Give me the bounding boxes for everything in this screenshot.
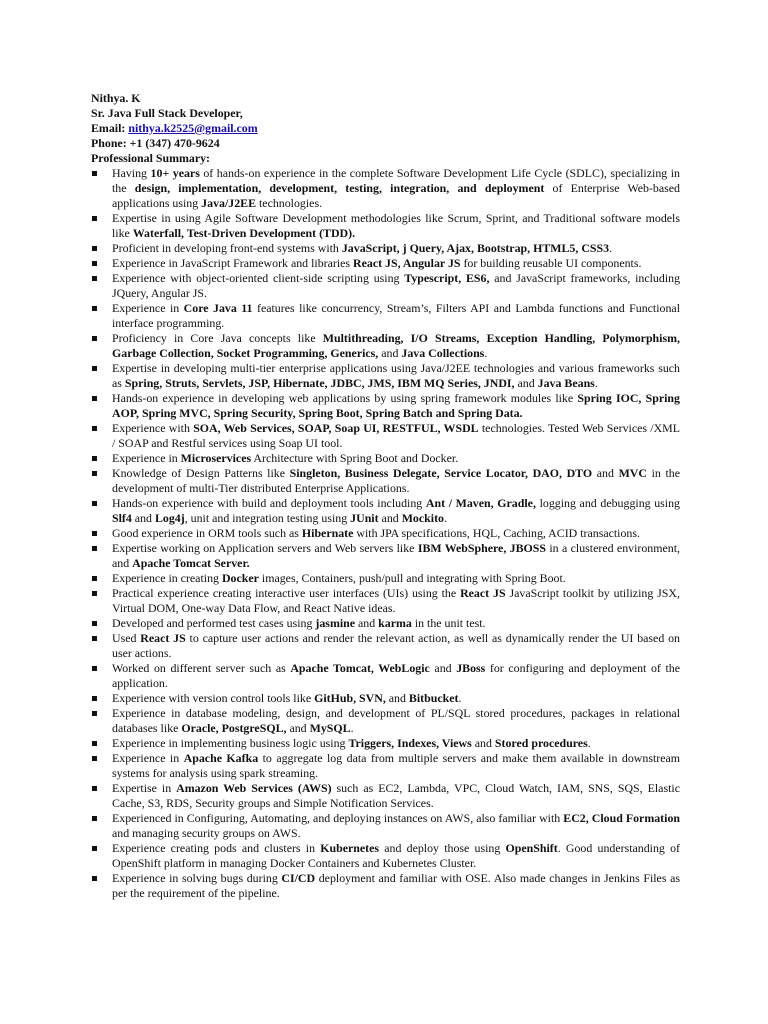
bold-text: Oracle, PostgreSQL, <box>181 721 287 735</box>
summary-bullet <box>91 421 680 451</box>
text-segment: Knowledge of Design Patterns like <box>112 466 290 480</box>
bold-text: jasmine <box>315 616 356 630</box>
summary-bullet <box>91 706 680 736</box>
email-label: Email: <box>91 121 126 135</box>
text-segment: Worked on different server such as <box>112 661 291 675</box>
text-segment: Having <box>112 166 151 180</box>
bold-text: React JS, Angular JS <box>353 256 461 270</box>
summary-bullet <box>91 166 680 211</box>
text-segment: Experience creating pods and clusters in <box>112 841 321 855</box>
summary-bullet <box>91 736 680 751</box>
bold-text: Singleton, Business Delegate, Service Locator, DAO, DTO <box>289 466 593 480</box>
text-segment: and deploy those using <box>379 841 506 855</box>
text-segment: such as EC2, Lambda, VPC, Cloud Watch, IAM, SNS, SQS, Elastic Cache, S3, RDS, Security groups and Simple Notification Services. <box>112 781 680 810</box>
text-segment: and <box>355 616 379 630</box>
summary-bullet <box>91 391 680 421</box>
text-segment: and <box>471 736 495 750</box>
candidate-name: Nithya. K <box>91 91 141 105</box>
text-segment: , unit and integration testing using <box>184 511 351 525</box>
bold-text: Kubernetes <box>320 841 380 855</box>
summary-bullet <box>91 496 680 526</box>
summary-bullet <box>91 541 680 571</box>
bold-text: Docker <box>221 571 259 585</box>
text-segment: Good experience in ORM tools such as <box>112 526 302 540</box>
bold-text: Microservices <box>180 451 252 465</box>
bold-text: EC2, Cloud Formation <box>563 811 680 825</box>
text-segment: . Good understanding of OpenShift platform in managing Docker Containers and Kubernetes Cluster. <box>112 841 680 870</box>
text-segment: in a clustered environment, and <box>112 541 680 570</box>
bold-text: React JS <box>140 631 186 645</box>
summary-bullet <box>91 571 680 586</box>
bold-text: Java/J2EE <box>201 196 257 210</box>
phone-line: Phone: +1 (347) 470-9624 <box>91 136 220 150</box>
text-segment: Experience in implementing business logic using <box>112 736 349 750</box>
text-segment: Experience with object-oriented client-side scripting using <box>112 271 405 285</box>
bold-text: Amazon Web Services (AWS) <box>176 781 332 795</box>
text-segment: . <box>350 721 354 735</box>
summary-bullet <box>91 301 680 331</box>
text-segment: and <box>378 511 402 525</box>
text-segment: Hands-on experience in developing web applications by using spring framework modules like <box>112 391 578 405</box>
bold-text: Typescript, ES6, <box>404 271 490 285</box>
text-segment: Experience with version control tools like <box>112 691 315 705</box>
bold-text: Java Collections <box>401 346 485 360</box>
text-segment: of Enterprise Web-based applications using <box>112 181 680 210</box>
bold-text: Slf4 <box>112 511 132 525</box>
text-segment: Experience with <box>112 421 194 435</box>
bold-text: Apache Kafka <box>183 751 259 765</box>
text-segment: Expertise working on Application servers and Web servers like <box>112 541 418 555</box>
text-segment: and <box>385 691 409 705</box>
summary-bullet <box>91 331 680 361</box>
bold-text: SOA, Web Services, SOAP, Soap UI, RESTFUL, WSDL <box>193 421 479 435</box>
text-segment: Practical experience creating interactive user interfaces (UIs) using the <box>112 586 461 600</box>
bold-text: MVC <box>618 466 647 480</box>
summary-bullet <box>91 586 680 616</box>
text-segment: features like concurrency, Stream’s, Filters API and Lambda functions and Functional interface programming. <box>112 301 681 330</box>
bold-text: JUnit <box>350 511 379 525</box>
text-segment: Developed and performed test cases using <box>112 616 316 630</box>
text-segment: Experience in <box>112 751 184 765</box>
text-segment: Experience in database modeling, design, and development of PL/SQL stored procedures, packages in relational databases like <box>112 706 680 735</box>
bold-text: GitHub, SVN, <box>314 691 386 705</box>
text-segment: with JPA specifications, HQL, Caching, ACID transactions. <box>353 526 640 540</box>
text-segment: in the unit test. <box>411 616 486 630</box>
text-segment: Experienced in Configuring, Automating, and deploying instances on AWS, also familiar with <box>112 811 564 825</box>
text-segment: for configuring and deployment of the application. <box>112 661 680 690</box>
text-segment: in the development of multi-Tier distributed Enterprise Applications. <box>112 466 680 495</box>
bold-text: React JS <box>460 586 506 600</box>
bold-text: IBM WebSphere, JBOSS <box>417 541 547 555</box>
text-segment: Experience in JavaScript Framework and libraries <box>112 256 354 270</box>
text-segment: . <box>609 241 613 255</box>
text-segment: technologies. Tested Web Services /XML / SOAP and Restful services using Soap UI tool. <box>112 421 681 450</box>
summary-bullet <box>91 691 680 706</box>
text-segment: and JavaScript frameworks, including JQuery, Angular JS. <box>112 271 681 300</box>
text-segment: . <box>458 691 462 705</box>
text-segment: and <box>592 466 619 480</box>
bold-text: MySQL <box>309 721 351 735</box>
bold-text: CI/CD <box>281 871 316 885</box>
bold-text: Java Beans <box>537 376 595 390</box>
text-segment: and managing security groups on AWS. <box>112 826 301 840</box>
summary-bullet <box>91 241 680 256</box>
text-segment: JavaScript toolkit by utilizing JSX, Virtual DOM, One-way Data Flow, and React Native ideas. <box>112 586 680 615</box>
summary-bullet <box>91 211 680 241</box>
candidate-role: Sr. Java Full Stack Developer, <box>91 106 243 120</box>
bold-text: Spring, Struts, Servlets, JSP, Hibernate, JDBC, JMS, IBM MQ Series, JNDI, <box>124 376 515 390</box>
summary-list <box>91 166 680 901</box>
bold-text: karma <box>378 616 412 630</box>
text-segment: Used <box>112 631 141 645</box>
bold-text: Apache Tomcat, WebLogic <box>290 661 430 675</box>
bold-text: Triggers, Indexes, Views <box>348 736 472 750</box>
text-segment: and <box>378 346 402 360</box>
summary-bullet <box>91 271 680 301</box>
bold-text: Ant / Maven, Gradle, <box>425 496 536 510</box>
bold-text: Multithreading, I/O Streams, Exception Handling, Polymorphism, Garbage Collection, Socket Programming, Generics, <box>112 331 680 360</box>
text-segment: Proficient in developing front-end systems with <box>112 241 342 255</box>
text-segment: for building reusable UI components. <box>460 256 642 270</box>
text-segment: and <box>429 661 457 675</box>
bold-text: Apache Tomcat Server. <box>132 556 250 570</box>
text-segment: of hands-on experience in the complete Software Development Life Cycle (SDLC), specializing in the <box>112 166 680 195</box>
text-segment: images, Containers, push/pull and integrating with Spring Boot. <box>258 571 566 585</box>
text-segment: deployment and familiar with OSE. Also made changes in Jenkins Files as per the requirement of the pipeline. <box>112 871 680 900</box>
summary-bullet <box>91 781 680 811</box>
bold-text: OpenShift <box>505 841 558 855</box>
text-segment: and <box>286 721 310 735</box>
text-segment: Expertise in developing multi-tier enterprise applications using Java/J2EE technologies and various frameworks such as <box>112 361 680 390</box>
bold-text: Stored procedures <box>494 736 588 750</box>
bold-text: JBoss <box>456 661 486 675</box>
summary-bullet <box>91 466 680 496</box>
text-segment: technologies. <box>256 196 323 210</box>
bold-text: Spring IOC, Spring AOP, Spring MVC, Spring Security, Spring Boot, Spring Batch and Spring Data. <box>112 391 680 420</box>
text-segment: to capture user actions and render the relevant action, as well as dynamically render the UI based on user actions. <box>112 631 680 660</box>
summary-bullet <box>91 256 680 271</box>
text-segment: Experience in <box>112 451 181 465</box>
text-segment: to aggregate log data from multiple servers and make them available in downstream systems for analysis using spark streaming. <box>112 751 681 780</box>
summary-bullet <box>91 631 680 661</box>
text-segment: Architecture with Spring Boot and Docker. <box>251 451 459 465</box>
text-segment: Proficiency in Core Java concepts like <box>112 331 323 345</box>
text-segment: and <box>131 511 155 525</box>
bold-text: Bitbucket <box>408 691 459 705</box>
text-segment: logging and debugging using <box>535 496 681 510</box>
text-segment: . <box>587 736 591 750</box>
text-segment: and <box>514 376 538 390</box>
bold-text: design, implementation, development, testing, integration, and deployment <box>134 181 545 195</box>
text-segment: . <box>594 376 598 390</box>
text-segment: . <box>484 346 488 360</box>
text-segment: Expertise in <box>112 781 177 795</box>
bold-text: Hibernate <box>301 526 354 540</box>
bold-text: 10+ years <box>150 166 200 180</box>
text-segment: Hands-on experience with build and deployment tools including <box>112 496 426 510</box>
summary-bullet <box>91 661 680 691</box>
summary-bullet <box>91 451 680 466</box>
bold-text: Core Java 11 <box>183 301 253 315</box>
text-segment: Experience in solving bugs during <box>112 871 282 885</box>
summary-heading: Professional Summary: <box>91 151 211 165</box>
bold-text: Mockito <box>401 511 444 525</box>
bold-text: JavaScript, j Query, Ajax, Bootstrap, HTML5, CSS3 <box>341 241 610 255</box>
email-line <box>91 121 680 136</box>
summary-bullet <box>91 616 680 631</box>
summary-bullet <box>91 841 680 871</box>
text-segment: . <box>443 511 447 525</box>
bold-text: Waterfall, Test-Driven Development (TDD). <box>132 226 356 240</box>
text-segment: Experience in <box>112 301 184 315</box>
bold-text: Log4j <box>154 511 185 525</box>
summary-bullet <box>91 871 680 901</box>
summary-bullet <box>91 526 680 541</box>
summary-bullet <box>91 361 680 391</box>
email-link[interactable]: nithya.k2525@gmail.com <box>128 121 258 135</box>
text-segment: Experience in creating <box>112 571 222 585</box>
summary-bullet <box>91 811 680 841</box>
summary-bullet <box>91 751 680 781</box>
text-segment: Expertise in using Agile Software Development methodologies like Scrum, Sprint, and Traditional software models like <box>112 211 680 240</box>
